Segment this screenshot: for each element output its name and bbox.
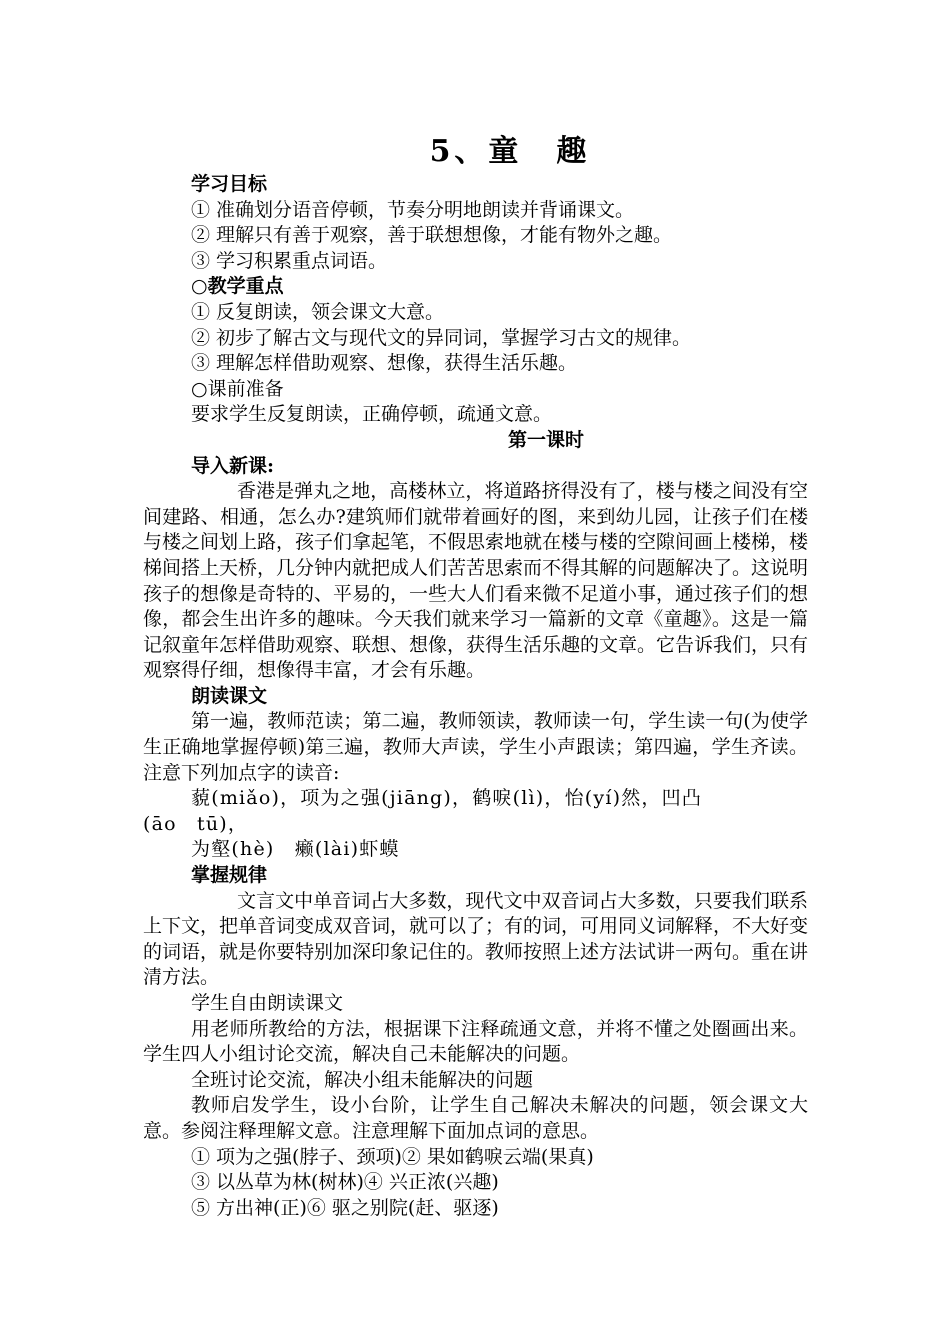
word-item: ③ 以丛草为林(树林)④ 兴正浓(兴趣) — [191, 1171, 499, 1194]
goal-item: ② 理解只有善于观察，善于联想想像，才能有物外之趣。 — [191, 224, 673, 247]
prep-text: 要求学生反复朗读，正确停顿，疏通文意。 — [191, 403, 553, 426]
reading-paragraph: 第一遍，教师范读；第二遍，教师领读，教师读一句，学生读一句(为使学生正确地掌握停顿)第三遍，教师大声读，学生小声跟读；第四遍，学生齐读。注意下列加点字的读音: — [143, 710, 808, 784]
key-point-item: ② 初步了解古文与现代文的异同词，掌握学习古文的规律。 — [191, 326, 692, 349]
prep-heading: ○课前准备 — [191, 377, 284, 400]
lesson-content — [143, 172, 808, 1221]
word-item: ① 项为之强(脖子、颈项)② 果如鹤唳云端(果真) — [191, 1145, 594, 1168]
free-read-step: 学生自由朗读课文 — [191, 992, 344, 1014]
lesson-heading: 第一课时 — [507, 428, 584, 451]
key-point-item: ① 反复朗读，领会课文大意。 — [191, 300, 445, 323]
key-points-heading: ○教学重点 — [191, 275, 284, 298]
page-title: 5、童 趣 — [429, 134, 591, 169]
goal-item: ③ 学习积累重点词语。 — [191, 249, 388, 272]
key-point-item: ③ 理解怎样借助观察、想像，获得生活乐趣。 — [191, 352, 578, 375]
word-item: ⑤ 方出神(正)⑥ 驱之别院(赶、驱逐) — [191, 1196, 499, 1219]
intro-paragraph: 香港是弹丸之地，高楼林立，将道路挤得没有了，楼与楼之间没有空间建路、相通，怎么办?建筑师们就带着画好的图，来到幼儿园，让孩子们在楼与楼之间划上路，孩子们拿起笔，不假思索地就在楼与楼的空隙间画上楼梯，楼梯间搭上天桥，几分钟内就把成人们苦苦思索而不得其解的问题解决了。这说明孩子的想像是奇特的、平易的，一些大人们看来微不足道小事，通过孩子们的想像，都会生出许多的趣味。今天我们就来学习一篇新的文章《童趣》。这是一篇记叙童年怎样借助观察、联想、想像，获得生活乐趣的文章。它告诉我们，只有观察得仔细，想像得丰富，才会有乐趣。 — [143, 480, 809, 682]
pronunciation-line: 为壑(hè) 癞(lài)虾蟆 — [191, 838, 400, 861]
pronunciation-line: (āo tū)， — [143, 812, 249, 835]
intro-heading: 导入新课: — [191, 454, 275, 477]
rules-paragraph: 文言文中单音词占大多数，现代文中双音词占大多数，只要我们联系上下文，把单音词变成双音词，就可以了；有的词，可用同义词解释，不大好变的词语，就是你要特别加深印象记住的。教师按照上述方法试讲一两句。重在讲清方法。 — [143, 889, 809, 989]
reading-heading: 朗读课文 — [191, 684, 268, 707]
class-discuss-step: 全班讨论交流，解决小组未能解决的问题 — [191, 1068, 534, 1091]
pronunciation-line: 藐(miǎo)，项为之强(jiāng)，鹤唳(lì)，怡(yí)然，凹凸 — [191, 787, 703, 810]
teacher-paragraph: 教师启发学生，设小台阶，让学生自己解决未解决的问题，领会课文大意。参阅注释理解文意。注意理解下面加点词的意思。 — [143, 1094, 808, 1142]
method-paragraph: 用老师所教给的方法，根据课下注释疏通文意，并将不懂之处圈画出来。学生四人小组讨论交流，解决自己未能解决的问题。 — [143, 1017, 808, 1066]
goal-item: ① 准确划分语音停顿，节奏分明地朗读并背诵课文。 — [191, 198, 635, 221]
goals-heading: 学习目标 — [191, 173, 268, 195]
rules-heading: 掌握规律 — [191, 864, 268, 887]
